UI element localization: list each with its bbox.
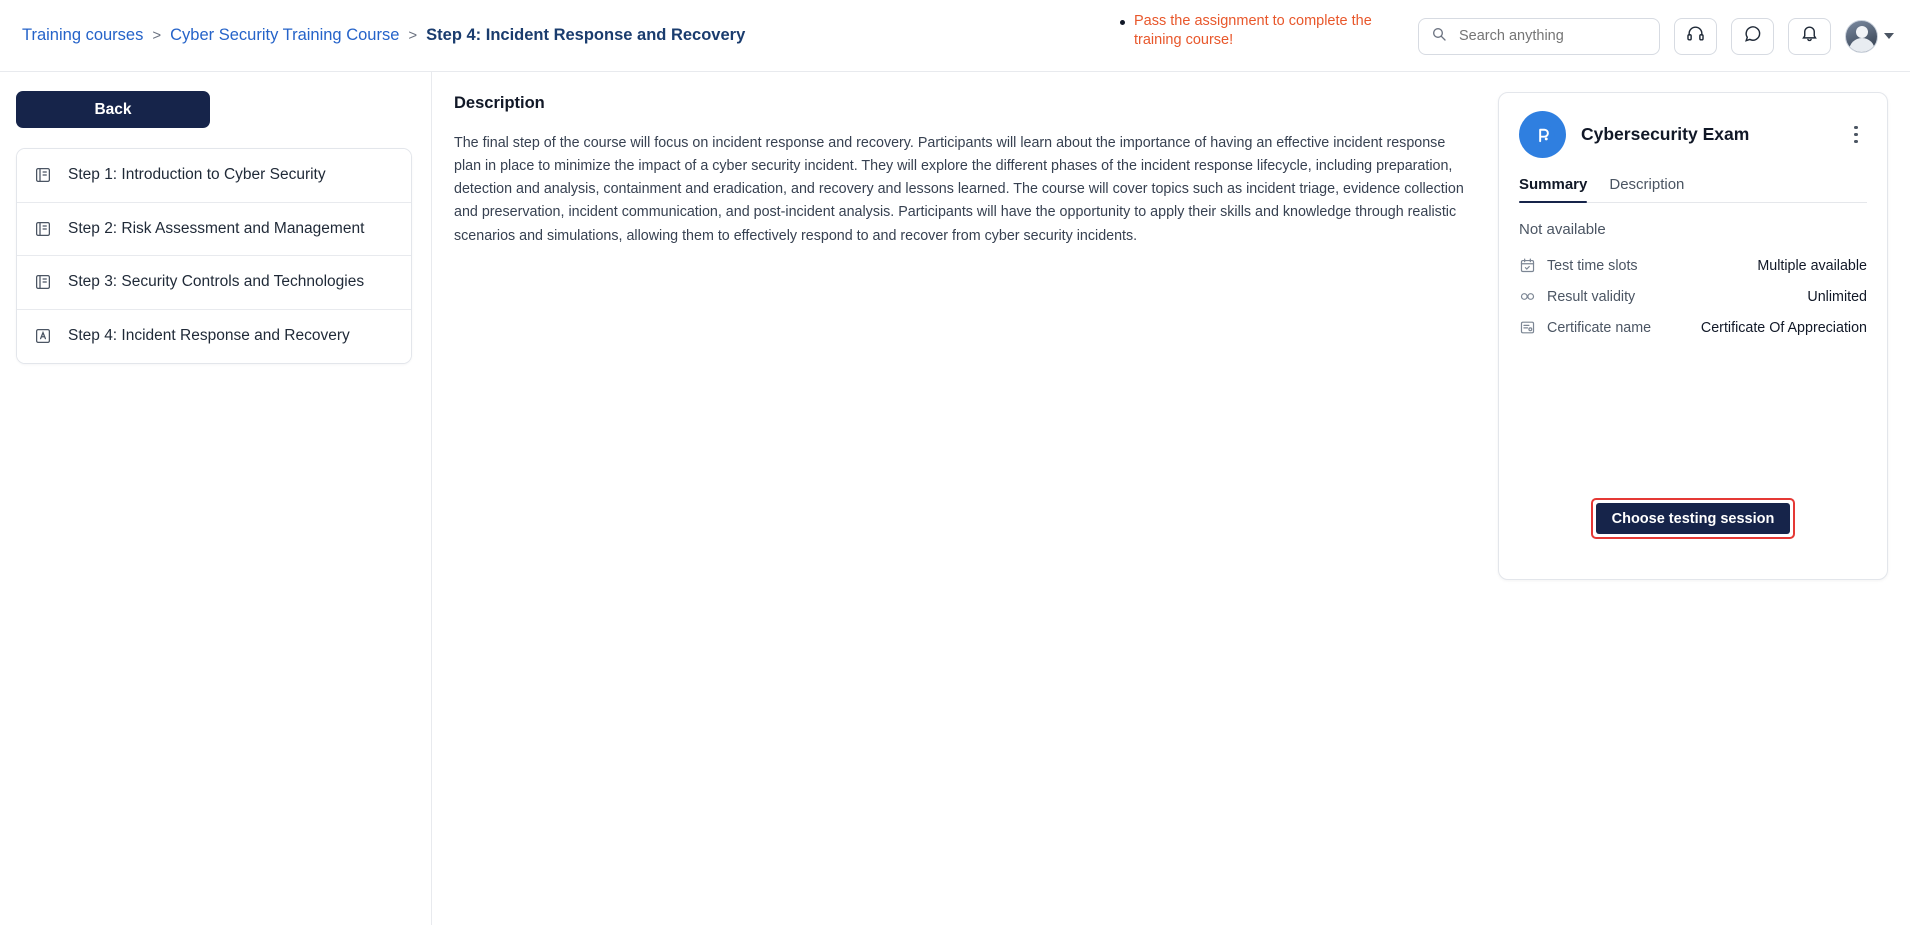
course-sidebar xyxy=(0,72,432,925)
top-bar-actions xyxy=(1418,0,1894,72)
meta-row-result-validity xyxy=(1519,281,1867,312)
breadcrumb-item-current: Step 4: Incident Response and Recovery xyxy=(426,26,746,44)
breadcrumb-separator: > xyxy=(152,27,162,44)
back-button[interactable]: Back xyxy=(16,91,210,128)
meta-label: Result validity xyxy=(1547,288,1636,305)
infinity-icon xyxy=(1519,288,1536,305)
description-text: The final step of the course will focus on incident response and recovery. Participants will learn about the importance of having an effective incident response plan in place to minimize the impact of a cyber security incident. They will explore the different phases of the incident response lifecycle, including preparation, detection and analysis, containment and eradication, and recovery and lessons learned. The course will cover topics such as incident triage, evidence collection and preservation, incident communication, and post-incident analysis. Participants will have the opportunity to apply their skills and knowledge through realistic scenarios and simulations, allowing them to effectively respond to and recover from cyber security incidents. xyxy=(454,135,1464,244)
exam-title: Cybersecurity Exam xyxy=(1581,124,1750,144)
breadcrumb-item-course[interactable]: Cyber Security Training Course xyxy=(170,26,400,44)
dot-icon xyxy=(1854,126,1857,129)
meta-label: Certificate name xyxy=(1547,319,1652,336)
more-options-button[interactable] xyxy=(1845,122,1867,148)
chat-icon xyxy=(1743,24,1762,48)
chevron-down-icon xyxy=(1884,33,1894,39)
headset-icon xyxy=(1686,24,1705,48)
user-menu[interactable] xyxy=(1845,20,1894,53)
assignment-alert-text: Pass the assignment to complete the training course! xyxy=(1134,13,1372,49)
exam-card-footer xyxy=(1519,498,1867,561)
sidebar-item-label: Step 1: Introduction to Cyber Security xyxy=(68,166,326,184)
assignment-icon xyxy=(34,327,52,345)
page-body xyxy=(0,72,1910,925)
meta-label: Test time slots xyxy=(1547,257,1638,274)
avatar xyxy=(1845,20,1878,53)
messages-button[interactable] xyxy=(1731,18,1774,55)
page-title: Description xyxy=(454,94,545,112)
step-description-panel xyxy=(432,72,1498,925)
sidebar-item-label: Step 4: Incident Response and Recovery xyxy=(68,327,350,345)
breadcrumb xyxy=(0,26,745,45)
search-input[interactable] xyxy=(1457,27,1647,45)
sidebar-item-step-4[interactable] xyxy=(17,310,411,364)
top-bar xyxy=(0,0,1910,72)
meta-row-test-time-slots xyxy=(1519,250,1867,281)
dot-icon xyxy=(1854,133,1857,136)
exam-meta-list xyxy=(1519,250,1867,343)
exam-card xyxy=(1498,92,1888,580)
assignment-alert xyxy=(1120,12,1390,51)
book-icon xyxy=(34,273,52,291)
dot-icon xyxy=(1854,140,1857,143)
book-icon xyxy=(34,166,52,184)
bell-icon xyxy=(1800,24,1819,48)
choose-testing-session-button[interactable]: Choose testing session xyxy=(1596,503,1791,534)
exam-card-header xyxy=(1519,111,1867,158)
certificate-icon xyxy=(1519,319,1536,336)
meta-value: Unlimited xyxy=(1807,288,1867,305)
breadcrumb-separator: > xyxy=(408,27,418,44)
exam-provider-logo xyxy=(1519,111,1566,158)
meta-value: Multiple available xyxy=(1757,257,1867,274)
bullet-icon xyxy=(1120,20,1125,25)
exam-panel xyxy=(1498,72,1910,925)
course-steps-list xyxy=(16,148,412,364)
sidebar-item-step-3[interactable] xyxy=(17,256,411,310)
support-headset-button[interactable] xyxy=(1674,18,1717,55)
calendar-check-icon xyxy=(1519,257,1536,274)
search-box[interactable] xyxy=(1418,18,1660,55)
search-icon xyxy=(1431,26,1447,47)
book-icon xyxy=(34,220,52,238)
notifications-button[interactable] xyxy=(1788,18,1831,55)
tab-description[interactable]: Description xyxy=(1609,176,1685,193)
tab-summary[interactable]: Summary xyxy=(1519,176,1587,202)
breadcrumb-item-training-courses[interactable]: Training courses xyxy=(22,26,144,44)
sidebar-item-step-2[interactable] xyxy=(17,203,411,257)
choose-testing-session-highlight xyxy=(1591,498,1796,539)
meta-row-certificate-name xyxy=(1519,312,1867,343)
sidebar-item-step-1[interactable] xyxy=(17,149,411,203)
sidebar-item-label: Step 3: Security Controls and Technologies xyxy=(68,273,365,291)
meta-value: Certificate Of Appreciation xyxy=(1700,319,1867,336)
exam-status-text: Not available xyxy=(1519,221,1606,238)
exam-card-tabs xyxy=(1519,176,1867,203)
sidebar-item-label: Step 2: Risk Assessment and Management xyxy=(68,219,365,237)
